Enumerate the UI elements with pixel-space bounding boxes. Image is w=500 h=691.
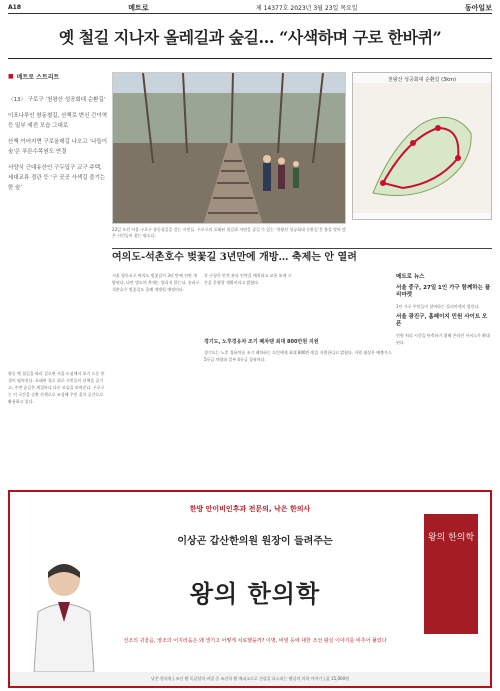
left-column xyxy=(8,72,108,362)
summary-item: 이포나루인 항동철길, 산책로 변신 간이역 등 일부 예전 모습 그대로 xyxy=(8,113,108,129)
kicker xyxy=(8,72,108,81)
summary-item: 〈13〉 구로구 ‘천왕산 성공회대 순환길’ xyxy=(8,97,106,103)
ad-footer: 낮은 한의학 | 조선 왕 독살설의 비밀 중 조선의 왕 에피소드로 건강을 다스리는 왕실의 의학 이야기 | 값 15,000원 xyxy=(10,672,490,686)
newspaper-name: 동아일보 xyxy=(464,3,492,12)
map-graphic xyxy=(353,83,491,213)
ad-body: 선조의 귀울음, 영조의 어지러움은 왜 생기고 어떻게 치료했을까? 이명, 비염 등에 대한 조선 왕실 이야기를 비추어 풀었다 xyxy=(123,638,387,644)
main-photo xyxy=(112,72,346,224)
map-title: 천왕산 성공회대 순환길 (3km) xyxy=(388,77,456,83)
right-news-item-2: 서울 광진구, 홈페이지 민원 사이트 오픈 xyxy=(396,314,488,327)
ad-subtitle: 이상곤 갑산한의원 원장이 들려주는 xyxy=(177,536,333,547)
right-news-item-1: 서울 중구, 27일 1인 가구 함께하는 플리마켓 xyxy=(396,285,491,298)
route-map xyxy=(352,72,492,220)
left-body-text: 항동 옛 철길을 따라 걸으면 서울 도심에서 보기 드문 풍경이 펼쳐진다. 오래된 철로 위로 시민들이 산책을 즐기고, 주변 숲길은 계절마다 다른 모습을 보여준다. 구로구는 이 구간을 순환 산책로로 조성해 주민 휴식 공간으로 활용하고 있다. xyxy=(8,371,105,404)
page-number: A18 xyxy=(8,4,21,11)
photo-caption: 23일 오전 서울 구로구 항동철길을 걷는 시민들. 구로구의 오래된 철길과 자연을 즐길 수 있는 ‘천왕산 성공회대 순환길’은 봄을 맞아 많은 시민들이 찾는 명소다. xyxy=(112,227,346,238)
book-advertisement xyxy=(8,490,492,688)
book-cover-title: 왕의 한의학 xyxy=(427,533,475,543)
book-cover xyxy=(424,514,478,634)
right-news-column: 메트로 뉴스 서울 중구, 27일 1인 가구 함께하는 플리마켓 1인 가구 주민들이 참여하는 플리마켓이 열린다. 서울 광진구, 홈페이지 민원 사이트 오픈 민원 처리 시간을 단축하기 위해 온라인 서비스가 확대된다. xyxy=(396,274,491,345)
sub-headline: 여의도-석촌호수 벚꽃길 3년만에 개방… 축제는 안 열려 xyxy=(112,248,492,266)
section-2-head: 경기도, 노후경유차 조기 폐차땐 최대 800만원 지원 xyxy=(204,339,319,345)
doctor-photo xyxy=(24,552,104,672)
body-column-3: 경기도, 노후경유차 조기 폐차땐 최대 800만원 지원 경기도는 노후 경유차를 조기 폐차하는 도민에게 최대 800만 원을 지원한다고 밝혔다. 지원 대상은 배출가스 5등급 차량과 일부 4등급 경유차다. xyxy=(204,339,392,362)
body-column-1: 서울 영등포구 여의도 벚꽃길이 3년 만에 전면 개방된다. 다만 별도의 축제는 열리지 않는다. 송파구 석촌호수 벚꽃길도 올해 개방될 예정이다. xyxy=(112,273,200,292)
summary-item: 산책 이어지면 구로올레길 나오고 ‘나들이 숲’은 푸른수목원도 연결 xyxy=(8,139,108,155)
kicker-text: 메트로 스트리트 xyxy=(16,74,60,81)
right-news-head: 메트로 뉴스 xyxy=(396,274,425,280)
issue-meta: 제 14377호 2023년 3월 23일 목요일 xyxy=(255,5,358,12)
body-column-2: 각 구청은 안전 관리 인력을 배치하고 교통 통제 구간을 운영할 계획이라고 밝혔다. xyxy=(204,273,292,285)
section-name: 메트로 xyxy=(128,3,149,12)
ad-tagline: 한방 안이비인후과 전문의, 낙은 한의사 xyxy=(189,505,311,513)
kicker-mark-icon: ■ xyxy=(8,73,14,80)
left-summary-list xyxy=(8,95,108,193)
page-header xyxy=(8,2,492,14)
ad-title: 왕의 한의학 xyxy=(189,579,321,608)
summary-item: 서양식 근대유산인 구두입구 교구 주택, 세대교류 경관 등 ‘구 곳곳 사색길 즐기는 한 숲’ xyxy=(8,165,106,191)
headline-rule xyxy=(8,58,492,59)
main-headline: 옛 철길 지나자 올레길과 숲길… “사색하며 구로 한바퀴” xyxy=(58,28,442,47)
